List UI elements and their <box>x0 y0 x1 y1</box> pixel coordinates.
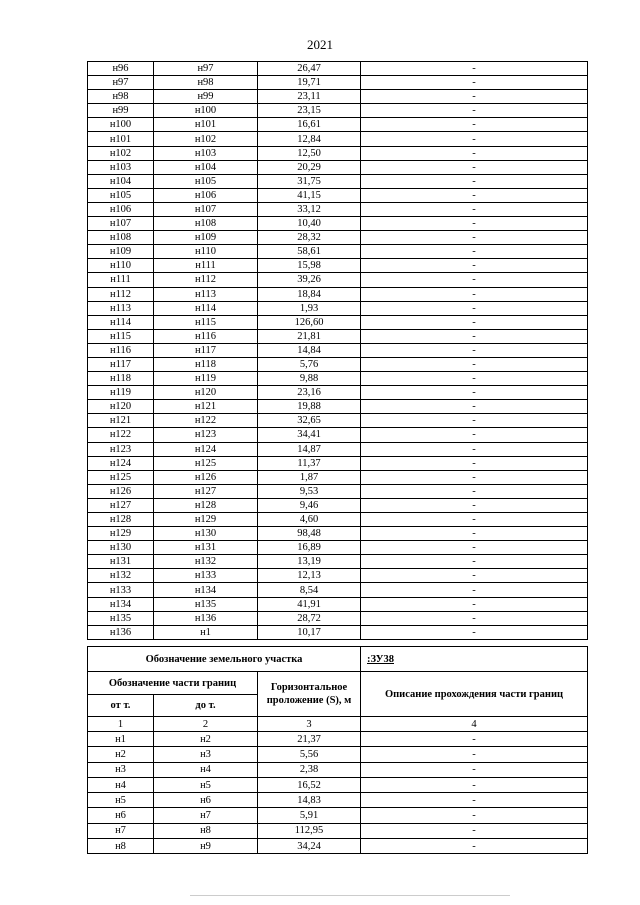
segment-description: - <box>361 747 588 762</box>
segment-description: - <box>361 762 588 777</box>
to-point: н100 <box>154 104 258 118</box>
to-point: н132 <box>154 555 258 569</box>
segment-description: - <box>361 62 588 76</box>
segment-description: - <box>361 513 588 527</box>
from-point: н127 <box>88 498 154 512</box>
segment-description: - <box>361 569 588 583</box>
to-point: н108 <box>154 217 258 231</box>
table-row <box>88 611 588 625</box>
from-point: н97 <box>88 76 154 90</box>
segment-description: - <box>361 259 588 273</box>
horizontal-distance: 98,48 <box>258 527 361 541</box>
horizontal-distance: 31,75 <box>258 174 361 188</box>
table-row <box>88 400 588 414</box>
from-point: н117 <box>88 357 154 371</box>
from-point: н123 <box>88 442 154 456</box>
table-row <box>88 625 588 639</box>
segment-description: - <box>361 357 588 371</box>
horizontal-distance: 8,54 <box>258 583 361 597</box>
from-point: н113 <box>88 301 154 315</box>
from-point: н114 <box>88 315 154 329</box>
horizontal-distance: 14,84 <box>258 343 361 357</box>
from-point: н2 <box>88 747 154 762</box>
from-point: н130 <box>88 541 154 555</box>
table-row <box>88 273 588 287</box>
horizontal-distance: 11,37 <box>258 456 361 470</box>
segment-description: - <box>361 132 588 146</box>
to-point: н125 <box>154 456 258 470</box>
horizontal-distance: 5,91 <box>258 808 361 823</box>
from-point: н122 <box>88 428 154 442</box>
segment-description: - <box>361 823 588 838</box>
segment-description: - <box>361 456 588 470</box>
from-point: н6 <box>88 808 154 823</box>
segment-description: - <box>361 231 588 245</box>
table-row <box>88 732 588 747</box>
horizontal-distance: 16,61 <box>258 118 361 132</box>
horizontal-distance: 16,89 <box>258 541 361 555</box>
table-row <box>88 808 588 823</box>
from-point: н107 <box>88 217 154 231</box>
horizontal-distance: 10,17 <box>258 625 361 639</box>
segment-description: - <box>361 217 588 231</box>
horizontal-distance: 12,50 <box>258 146 361 160</box>
from-point: н131 <box>88 555 154 569</box>
horizontal-distance: 39,26 <box>258 273 361 287</box>
table-row <box>88 259 588 273</box>
to-point: н133 <box>154 569 258 583</box>
horizontal-distance: 19,71 <box>258 76 361 90</box>
table-row <box>88 202 588 216</box>
segment-description: - <box>361 287 588 301</box>
segment-description: - <box>361 174 588 188</box>
to-point: н105 <box>154 174 258 188</box>
horizontal-distance: 20,29 <box>258 160 361 174</box>
horizontal-distance: 4,60 <box>258 513 361 527</box>
segment-description: - <box>361 777 588 792</box>
to-point: н109 <box>154 231 258 245</box>
table-row <box>88 442 588 456</box>
page-number: 2021 <box>307 37 333 52</box>
from-point: н115 <box>88 329 154 343</box>
table-row <box>88 386 588 400</box>
from-point: н136 <box>88 625 154 639</box>
segment-description: - <box>361 315 588 329</box>
to-point: н119 <box>154 372 258 386</box>
horizontal-distance: 28,72 <box>258 611 361 625</box>
table-row <box>88 456 588 470</box>
segment-description: - <box>361 732 588 747</box>
table-row <box>88 569 588 583</box>
to-point: н5 <box>154 777 258 792</box>
table-row <box>88 76 588 90</box>
from-point: н3 <box>88 762 154 777</box>
segment-description: - <box>361 470 588 484</box>
from-point: н111 <box>88 273 154 287</box>
from-point: н110 <box>88 259 154 273</box>
table-row <box>88 762 588 777</box>
boundary-segments-body <box>88 62 588 640</box>
to-point: н115 <box>154 315 258 329</box>
to-point: н113 <box>154 287 258 301</box>
segment-description: - <box>361 118 588 132</box>
table-row <box>88 484 588 498</box>
segment-description: - <box>361 527 588 541</box>
to-point: н117 <box>154 343 258 357</box>
to-point: н3 <box>154 747 258 762</box>
table-row <box>88 329 588 343</box>
segment-description: - <box>361 611 588 625</box>
table-row <box>88 62 588 76</box>
to-point: н99 <box>154 90 258 104</box>
horizontal-distance: 18,84 <box>258 287 361 301</box>
to-point: н110 <box>154 245 258 259</box>
segment-description: - <box>361 442 588 456</box>
table-row <box>88 118 588 132</box>
to-point: н98 <box>154 76 258 90</box>
from-point: н1 <box>88 732 154 747</box>
horizontal-distance: 15,98 <box>258 259 361 273</box>
to-point: н128 <box>154 498 258 512</box>
table-row <box>88 343 588 357</box>
from-point: н102 <box>88 146 154 160</box>
col-number: 2 <box>154 717 258 732</box>
from-point: н5 <box>88 793 154 808</box>
segment-description: - <box>361 301 588 315</box>
horizontal-distance: 26,47 <box>258 62 361 76</box>
horizontal-distance: 14,87 <box>258 442 361 456</box>
to-point: н104 <box>154 160 258 174</box>
from-point: н121 <box>88 414 154 428</box>
horizontal-distance: 33,12 <box>258 202 361 216</box>
segment-description: - <box>361 808 588 823</box>
from-point: н4 <box>88 777 154 792</box>
segment-description: - <box>361 793 588 808</box>
to-point: н135 <box>154 597 258 611</box>
from-point: н101 <box>88 132 154 146</box>
horizontal-distance: 5,56 <box>258 747 361 762</box>
col-number: 1 <box>88 717 154 732</box>
to-point: н4 <box>154 762 258 777</box>
table-row <box>88 132 588 146</box>
from-point: н104 <box>88 174 154 188</box>
table-row <box>88 231 588 245</box>
to-point: н97 <box>154 62 258 76</box>
table-row <box>88 315 588 329</box>
segment-description: - <box>361 160 588 174</box>
from-point: н106 <box>88 202 154 216</box>
to-point: н127 <box>154 484 258 498</box>
horizontal-distance: 58,61 <box>258 245 361 259</box>
from-point: н112 <box>88 287 154 301</box>
table-row <box>88 188 588 202</box>
table-row <box>88 793 588 808</box>
table-row <box>88 541 588 555</box>
segment-description: - <box>361 555 588 569</box>
to-point: н7 <box>154 808 258 823</box>
from-point: н99 <box>88 104 154 118</box>
from-point: н125 <box>88 470 154 484</box>
table-row <box>88 470 588 484</box>
segment-description: - <box>361 76 588 90</box>
horizontal-distance: 12,84 <box>258 132 361 146</box>
to-point: н9 <box>154 839 258 854</box>
horizontal-distance: 21,37 <box>258 732 361 747</box>
segment-description: - <box>361 372 588 386</box>
parcel-title-row <box>88 647 588 672</box>
horizontal-distance: 16,52 <box>258 777 361 792</box>
from-point: н98 <box>88 90 154 104</box>
table-row <box>88 104 588 118</box>
table-row <box>88 555 588 569</box>
horizontal-distance: 12,13 <box>258 569 361 583</box>
segment-description: - <box>361 104 588 118</box>
horizontal-distance: 23,15 <box>258 104 361 118</box>
horizontal-distance: 9,88 <box>258 372 361 386</box>
segment-description: - <box>361 414 588 428</box>
from-point: н100 <box>88 118 154 132</box>
to-point: н106 <box>154 188 258 202</box>
to-point: н114 <box>154 301 258 315</box>
horizontal-distance: 19,88 <box>258 400 361 414</box>
table-row <box>88 160 588 174</box>
to-point: н129 <box>154 513 258 527</box>
horizontal-distance: 1,93 <box>258 301 361 315</box>
segment-description: - <box>361 597 588 611</box>
to-point: н2 <box>154 732 258 747</box>
horizontal-distance: 21,81 <box>258 329 361 343</box>
to-point: н120 <box>154 386 258 400</box>
parcel-zu38-table <box>87 646 588 854</box>
table-row <box>88 372 588 386</box>
to-point: н103 <box>154 146 258 160</box>
horizontal-distance: 112,95 <box>258 823 361 838</box>
from-point: н133 <box>88 583 154 597</box>
table-row <box>88 839 588 854</box>
to-point: н8 <box>154 823 258 838</box>
table-row <box>88 90 588 104</box>
from-point: н7 <box>88 823 154 838</box>
table-row <box>88 414 588 428</box>
table-row <box>88 823 588 838</box>
from-point: н103 <box>88 160 154 174</box>
segment-description: - <box>361 273 588 287</box>
from-point: н96 <box>88 62 154 76</box>
segment-description: - <box>361 90 588 104</box>
segment-description: - <box>361 839 588 854</box>
table-row <box>88 146 588 160</box>
to-point: н122 <box>154 414 258 428</box>
horizontal-distance: 41,91 <box>258 597 361 611</box>
table-row <box>88 301 588 315</box>
horizontal-distance: 9,46 <box>258 498 361 512</box>
segment-description: - <box>361 188 588 202</box>
from-point: н118 <box>88 372 154 386</box>
description-label: Описание прохождения части границ <box>361 672 588 717</box>
to-point: н101 <box>154 118 258 132</box>
horizontal-distance: 23,11 <box>258 90 361 104</box>
boundary-segments-table <box>87 61 588 640</box>
horizontal-distance: 10,40 <box>258 217 361 231</box>
to-point: н112 <box>154 273 258 287</box>
from-point: н129 <box>88 527 154 541</box>
parts-header-row <box>88 672 588 695</box>
to-point: н102 <box>154 132 258 146</box>
table-row <box>88 174 588 188</box>
horizontal-distance: 2,38 <box>258 762 361 777</box>
to-point: н131 <box>154 541 258 555</box>
to-point: н6 <box>154 793 258 808</box>
horizontal-distance: 5,76 <box>258 357 361 371</box>
horizontal-distance: 23,16 <box>258 386 361 400</box>
to-label: до т. <box>154 695 258 717</box>
table-row <box>88 597 588 611</box>
to-point: н136 <box>154 611 258 625</box>
table-row <box>88 747 588 762</box>
table-row <box>88 777 588 792</box>
from-point: н116 <box>88 343 154 357</box>
horizontal-distance: 9,53 <box>258 484 361 498</box>
from-point: н108 <box>88 231 154 245</box>
table-row <box>88 287 588 301</box>
parts-label: Обозначение части границ <box>88 672 258 695</box>
parcel-id: :ЗУ38 <box>361 647 588 672</box>
to-point: н116 <box>154 329 258 343</box>
table-row <box>88 583 588 597</box>
to-point: н130 <box>154 527 258 541</box>
from-label: от т. <box>88 695 154 717</box>
to-point: н134 <box>154 583 258 597</box>
horizontal-distance: 32,65 <box>258 414 361 428</box>
segment-description: - <box>361 386 588 400</box>
parcel-designation-label: Обозначение земельного участка <box>88 647 361 672</box>
table-row <box>88 428 588 442</box>
from-point: н134 <box>88 597 154 611</box>
from-point: н119 <box>88 386 154 400</box>
to-point: н124 <box>154 442 258 456</box>
horizontal-distance: 1,87 <box>258 470 361 484</box>
table-row <box>88 513 588 527</box>
horizontal-distance: 28,32 <box>258 231 361 245</box>
segment-description: - <box>361 541 588 555</box>
col-number: 3 <box>258 717 361 732</box>
from-point: н120 <box>88 400 154 414</box>
to-point: н1 <box>154 625 258 639</box>
horizontal-distance: 34,41 <box>258 428 361 442</box>
from-point: н124 <box>88 456 154 470</box>
from-point: н135 <box>88 611 154 625</box>
from-point: н128 <box>88 513 154 527</box>
horizontal-distance: 126,60 <box>258 315 361 329</box>
segment-description: - <box>361 583 588 597</box>
column-numbers-row <box>88 717 588 732</box>
from-point: н8 <box>88 839 154 854</box>
segment-description: - <box>361 484 588 498</box>
horizontal-distance: 41,15 <box>258 188 361 202</box>
scan-artifact-line <box>190 895 510 896</box>
horizontal-label: Горизонтальное проложение (S), м <box>258 672 361 717</box>
segment-description: - <box>361 428 588 442</box>
table-row <box>88 498 588 512</box>
table-row <box>88 245 588 259</box>
to-point: н111 <box>154 259 258 273</box>
to-point: н107 <box>154 202 258 216</box>
to-point: н121 <box>154 400 258 414</box>
segment-description: - <box>361 202 588 216</box>
table-row <box>88 527 588 541</box>
horizontal-distance: 14,83 <box>258 793 361 808</box>
from-point: н126 <box>88 484 154 498</box>
to-point: н118 <box>154 357 258 371</box>
segment-description: - <box>361 245 588 259</box>
segment-description: - <box>361 146 588 160</box>
segment-description: - <box>361 498 588 512</box>
col-number: 4 <box>361 717 588 732</box>
to-point: н123 <box>154 428 258 442</box>
to-point: н126 <box>154 470 258 484</box>
from-point: н105 <box>88 188 154 202</box>
segment-description: - <box>361 343 588 357</box>
segment-description: - <box>361 625 588 639</box>
segment-description: - <box>361 329 588 343</box>
segment-description: - <box>361 400 588 414</box>
from-point: н109 <box>88 245 154 259</box>
table-row <box>88 357 588 371</box>
horizontal-distance: 34,24 <box>258 839 361 854</box>
horizontal-distance: 13,19 <box>258 555 361 569</box>
from-point: н132 <box>88 569 154 583</box>
table-row <box>88 217 588 231</box>
